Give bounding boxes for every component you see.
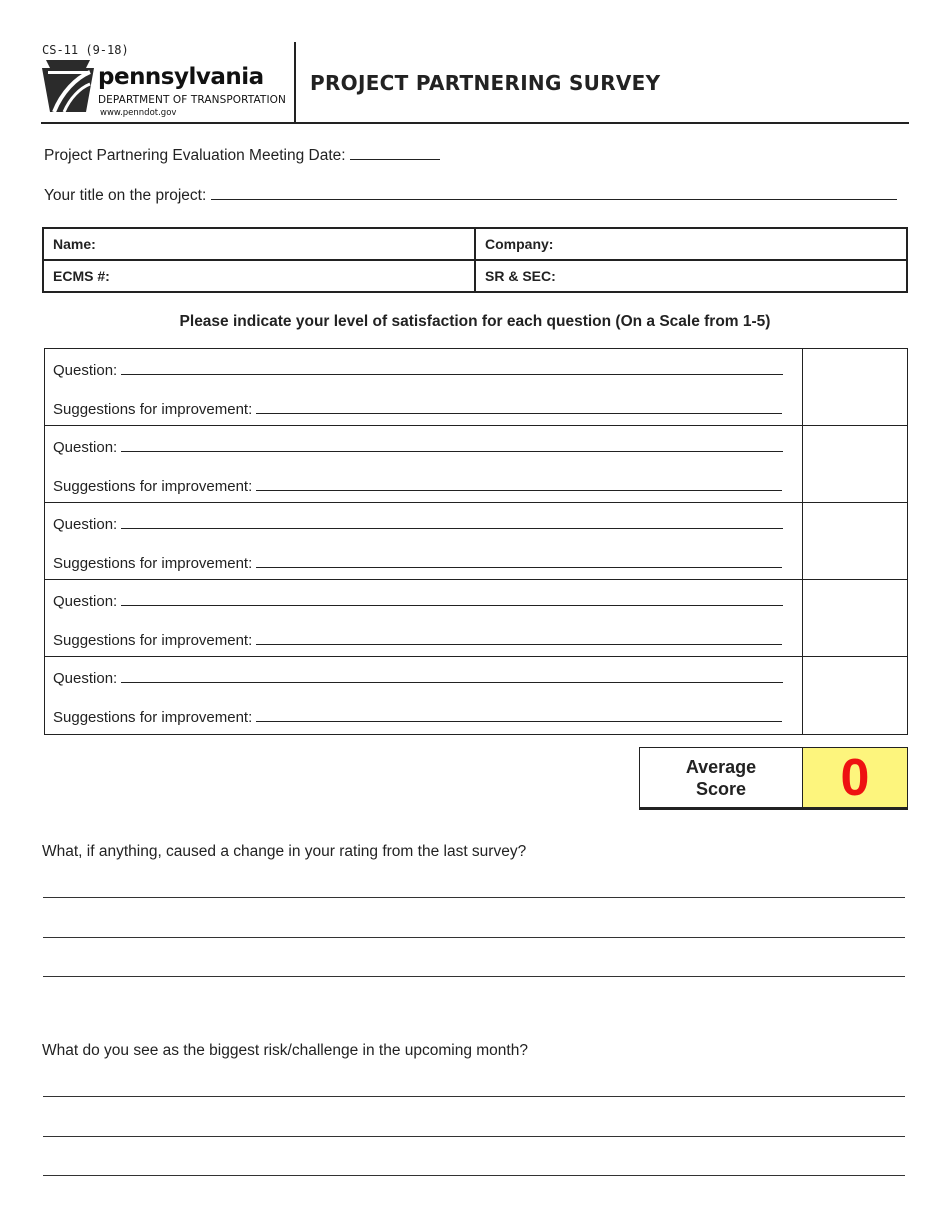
question-label: Question: [53,439,118,456]
score-cell[interactable] [803,580,907,656]
ecms-label: ECMS #: [53,268,110,284]
question-row [45,426,907,503]
keystone-logo-icon [42,60,94,112]
question-label: Question: [53,593,118,610]
info-row [44,261,906,293]
question-input[interactable] [121,438,783,452]
meeting-date-input[interactable] [350,146,440,160]
question-text-cell [45,349,803,425]
average-score-box [639,747,908,810]
name-cell[interactable] [44,229,476,259]
sr-sec-cell[interactable] [476,261,906,293]
ecms-cell[interactable] [44,261,476,293]
project-title-input[interactable] [211,186,897,200]
question-input[interactable] [121,669,783,683]
risk-answer-line[interactable] [43,1136,905,1137]
header-divider-vertical [294,42,296,124]
risk-prompt: What do you see as the biggest risk/challenge in the upcoming month? [42,1042,528,1059]
suggestion-line [53,400,782,418]
average-score-value: 0 [803,748,907,807]
company-cell[interactable] [476,229,906,259]
suggestion-line [53,631,782,649]
question-line [53,515,783,533]
logo-url: www.penndot.gov [100,108,177,118]
average-score-label: Average Score [640,748,803,807]
change-answer-line[interactable] [43,937,905,938]
suggestion-input[interactable] [256,708,782,722]
meeting-date-field [44,146,440,165]
question-input[interactable] [121,592,783,606]
question-input[interactable] [121,361,783,375]
question-label: Question: [53,516,118,533]
question-text-cell [45,503,803,579]
instructions: Please indicate your level of satisfaction for each question (On a Scale from 1-5) [179,313,771,330]
question-text-cell [45,657,803,734]
question-text-cell [45,426,803,502]
question-line [53,592,783,610]
question-row [45,349,907,426]
sr-sec-label: SR & SEC: [485,268,556,284]
penndot-logo [42,60,292,122]
score-cell[interactable] [803,657,907,734]
score-cell[interactable] [803,426,907,502]
info-table [42,227,908,293]
question-text-cell [45,580,803,656]
question-label: Question: [53,362,118,379]
project-title-field [44,186,897,205]
project-title-label: Your title on the project: [44,187,207,204]
company-label: Company: [485,236,554,252]
suggestion-input[interactable] [256,554,782,568]
info-row [44,229,906,261]
questions-table [44,348,908,735]
suggestion-label: Suggestions for improvement: [53,709,253,726]
suggestion-input[interactable] [256,400,782,414]
question-line [53,669,783,687]
question-row [45,657,907,734]
score-cell[interactable] [803,349,907,425]
suggestion-line [53,708,782,726]
risk-answer-line[interactable] [43,1096,905,1097]
page-title: PROJECT PARTNERING SURVEY [310,71,661,95]
suggestion-label: Suggestions for improvement: [53,555,253,572]
name-label: Name: [53,236,96,252]
suggestion-label: Suggestions for improvement: [53,401,253,418]
change-answer-line[interactable] [43,897,905,898]
suggestion-line [53,554,782,572]
form-number: CS-11 (9-18) [42,43,129,57]
logo-department: DEPARTMENT OF TRANSPORTATION [98,94,286,106]
question-label: Question: [53,670,118,687]
suggestion-line [53,477,782,495]
risk-answer-line[interactable] [43,1175,905,1176]
change-answer-line[interactable] [43,976,905,977]
question-line [53,438,783,456]
meeting-date-label: Project Partnering Evaluation Meeting Date: [44,147,346,164]
header-divider-horizontal [41,122,909,124]
score-cell[interactable] [803,503,907,579]
suggestion-input[interactable] [256,477,782,491]
suggestion-input[interactable] [256,631,782,645]
suggestion-label: Suggestions for improvement: [53,632,253,649]
logo-wordmark: pennsylvania [98,64,264,90]
question-line [53,361,783,379]
question-row [45,503,907,580]
question-row [45,580,907,657]
question-input[interactable] [121,515,783,529]
change-prompt: What, if anything, caused a change in your rating from the last survey? [42,843,527,860]
suggestion-label: Suggestions for improvement: [53,478,253,495]
